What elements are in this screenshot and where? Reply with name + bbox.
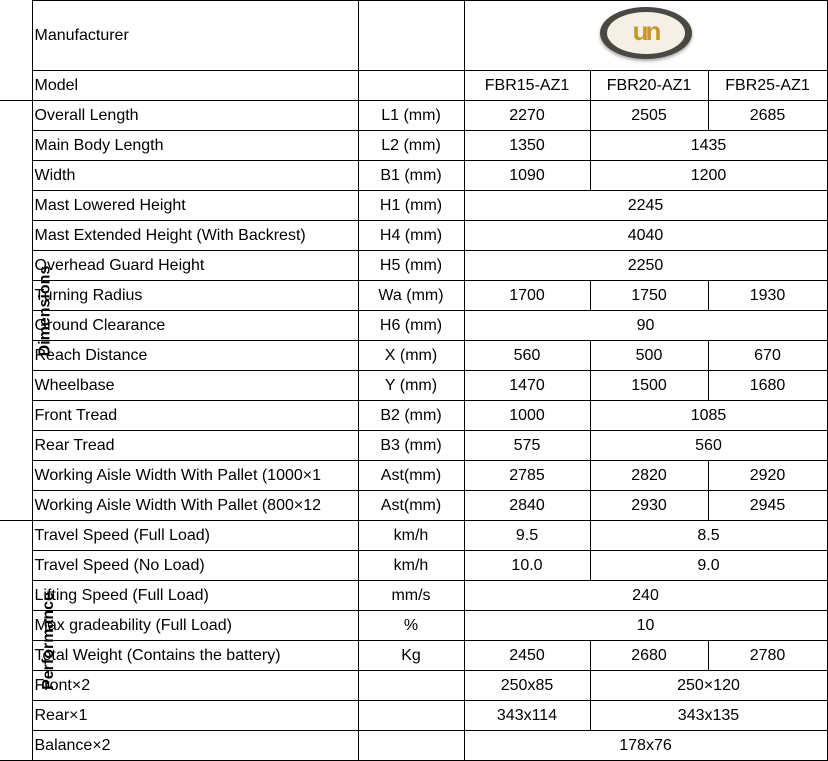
spec-value: 670 [708, 341, 827, 371]
manufacturer-row [0, 1, 827, 71]
spec-row [0, 551, 827, 581]
manufacturer-label: Manufacturer [32, 1, 358, 71]
spec-name: Front×2 [32, 671, 358, 701]
spec-name: Working Aisle Width With Pallet (800×12 [32, 491, 358, 521]
section-dimensions-label: Dimensions [36, 265, 54, 357]
spec-name: Balance×2 [32, 731, 358, 761]
spec-value: 10.0 [464, 551, 590, 581]
spec-value: 2245 [464, 191, 827, 221]
spec-name: Front Tread [32, 401, 358, 431]
spec-name: Rear×1 [32, 701, 358, 731]
spec-value: 1470 [464, 371, 590, 401]
model-header-3: FBR25-AZ1 [708, 71, 827, 101]
spec-name: Lifting Speed (Full Load) [32, 581, 358, 611]
spec-value: 1350 [464, 131, 590, 161]
spec-value: 2840 [464, 491, 590, 521]
spec-value: 2785 [464, 461, 590, 491]
spec-unit: Kg [358, 641, 464, 671]
spec-unit: B2 (mm) [358, 401, 464, 431]
spec-value: 1680 [708, 371, 827, 401]
spec-value: 240 [464, 581, 827, 611]
spec-name: Travel Speed (No Load) [32, 551, 358, 581]
spec-value: 343x135 [590, 701, 827, 731]
spec-unit: H1 (mm) [358, 191, 464, 221]
spec-name: Rear Tread [32, 431, 358, 461]
spec-unit: Y (mm) [358, 371, 464, 401]
spec-row [0, 581, 827, 611]
spec-unit: B1 (mm) [358, 161, 464, 191]
model-unit-cell [358, 71, 464, 101]
spec-value: 500 [590, 341, 708, 371]
spec-unit: mm/s [358, 581, 464, 611]
spec-unit: Wa (mm) [358, 281, 464, 311]
spec-name: Mast Lowered Height [32, 191, 358, 221]
manufacturer-unit-cell [358, 1, 464, 71]
spec-value: 178x76 [464, 731, 827, 761]
spec-value: 2450 [464, 641, 590, 671]
spec-value: 1000 [464, 401, 590, 431]
spec-value: 90 [464, 311, 827, 341]
spec-row [0, 701, 827, 731]
spec-row [0, 101, 827, 131]
spec-name: Mast Extended Height (With Backrest) [32, 221, 358, 251]
spec-row [0, 191, 827, 221]
spec-name: Turning Radius [32, 281, 358, 311]
spec-value: 8.5 [590, 521, 827, 551]
spec-value: 9.0 [590, 551, 827, 581]
spec-value: 560 [464, 341, 590, 371]
spec-name: Travel Speed (Full Load) [32, 521, 358, 551]
spec-name: Width [32, 161, 358, 191]
spec-name: Working Aisle Width With Pallet (1000×1 [32, 461, 358, 491]
section-performance-label: Performance [39, 592, 57, 690]
spec-unit [358, 671, 464, 701]
model-header-1: FBR15-AZ1 [464, 71, 590, 101]
spec-row [0, 641, 827, 671]
spec-value: 4040 [464, 221, 827, 251]
spec-unit: L1 (mm) [358, 101, 464, 131]
spec-value: 2920 [708, 461, 827, 491]
spec-value: 1700 [464, 281, 590, 311]
spec-value: 560 [590, 431, 827, 461]
brand-logo [600, 7, 692, 59]
spec-value: 2820 [590, 461, 708, 491]
spec-row [0, 731, 827, 761]
spec-unit: Ast(mm) [358, 491, 464, 521]
spec-value: 1085 [590, 401, 827, 431]
spec-row [0, 521, 827, 551]
spec-unit: H4 (mm) [358, 221, 464, 251]
spec-unit: H6 (mm) [358, 311, 464, 341]
spec-value: 343x114 [464, 701, 590, 731]
spec-unit: Ast(mm) [358, 461, 464, 491]
spec-value: 2780 [708, 641, 827, 671]
spec-value: 2270 [464, 101, 590, 131]
spec-row [0, 491, 827, 521]
spec-unit: B3 (mm) [358, 431, 464, 461]
spec-value: 1200 [590, 161, 827, 191]
spec-row [0, 341, 827, 371]
spec-row [0, 251, 827, 281]
spec-row [0, 431, 827, 461]
spec-unit: % [358, 611, 464, 641]
header-corner-cell [0, 1, 32, 101]
spec-value: 9.5 [464, 521, 590, 551]
spec-value: 2680 [590, 641, 708, 671]
model-label: Model [32, 71, 358, 101]
spec-name: Ground Clearance [32, 311, 358, 341]
spec-row [0, 461, 827, 491]
manufacturer-logo-cell [464, 1, 827, 71]
spec-value: 2930 [590, 491, 708, 521]
spec-value: 1435 [590, 131, 827, 161]
spec-unit: km/h [358, 521, 464, 551]
spec-value: 10 [464, 611, 827, 641]
spec-value: 1090 [464, 161, 590, 191]
spec-value: 1750 [590, 281, 708, 311]
spec-name: Max gradeability (Full Load) [32, 611, 358, 641]
logo-mark: un [632, 15, 659, 46]
spec-value: 2505 [590, 101, 708, 131]
model-header-2: FBR20-AZ1 [590, 71, 708, 101]
spec-value: 2685 [708, 101, 827, 131]
section-performance-cell [0, 521, 57, 761]
spec-row [0, 281, 827, 311]
spec-value: 250×120 [590, 671, 827, 701]
spec-value: 1930 [708, 281, 827, 311]
spec-row [0, 311, 827, 341]
spec-name: Wheelbase [32, 371, 358, 401]
spec-value: 2945 [708, 491, 827, 521]
spec-unit [358, 701, 464, 731]
spec-row [0, 401, 827, 431]
spec-unit: X (mm) [358, 341, 464, 371]
spec-value: 1500 [590, 371, 708, 401]
section-dimensions-cell [0, 101, 54, 521]
spec-name: Main Body Length [32, 131, 358, 161]
spec-row [0, 371, 827, 401]
spec-unit [358, 731, 464, 761]
model-row [0, 71, 827, 101]
spec-row [0, 671, 827, 701]
spec-row [0, 131, 827, 161]
spec-unit: H5 (mm) [358, 251, 464, 281]
spec-value: 2250 [464, 251, 827, 281]
spec-row [0, 611, 827, 641]
spec-name: Overall Length [32, 101, 358, 131]
spec-value: 250x85 [464, 671, 590, 701]
spec-name: Overhead Guard Height [32, 251, 358, 281]
spec-value: 575 [464, 431, 590, 461]
spec-unit: L2 (mm) [358, 131, 464, 161]
spec-row [0, 221, 827, 251]
spec-unit: km/h [358, 551, 464, 581]
spec-row [0, 161, 827, 191]
spec-name: Total Weight (Contains the battery) [32, 641, 358, 671]
spec-name: Reach Distance [32, 341, 358, 371]
